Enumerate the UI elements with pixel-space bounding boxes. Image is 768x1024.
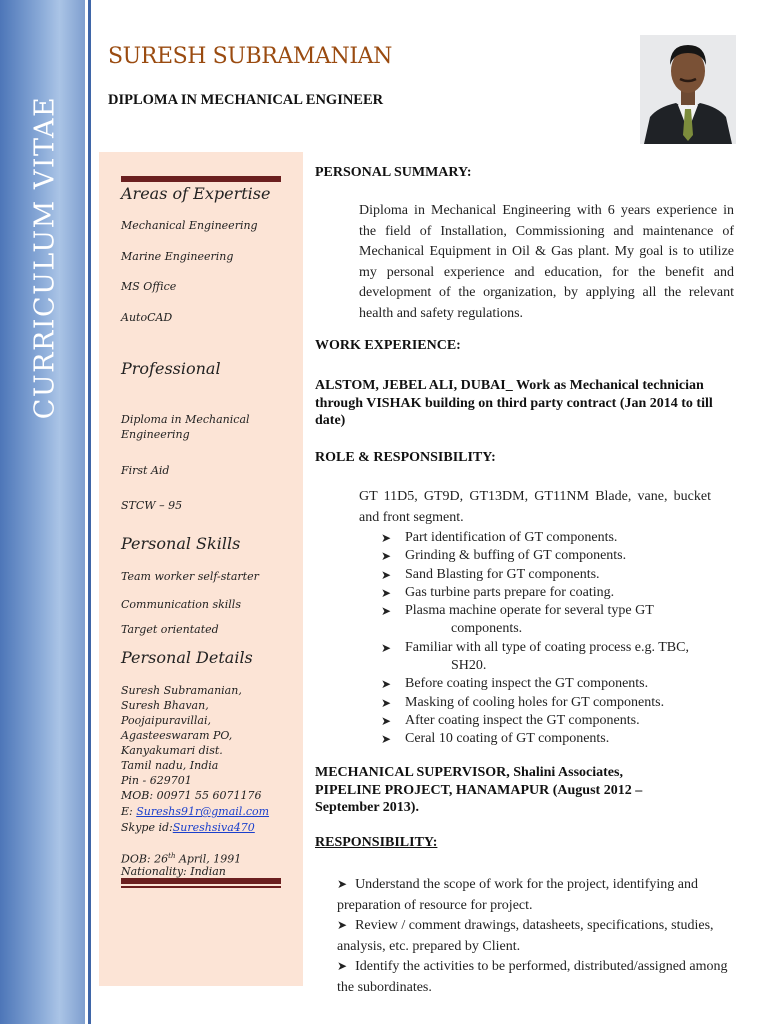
list-item bbox=[381, 584, 721, 602]
dob-sup: th bbox=[168, 852, 176, 860]
arrow-bullet-icon: ➤ bbox=[381, 695, 392, 710]
arrow-bullet-icon: ➤ bbox=[381, 585, 392, 600]
person-portrait-icon bbox=[640, 35, 736, 144]
candidate-subtitle: DIPLOMA IN MECHANICAL ENGINEER bbox=[108, 92, 384, 108]
expertise-item: Marine Engineering bbox=[121, 250, 234, 263]
details-line: Poojaipuravillai, bbox=[121, 714, 211, 727]
skills-item: Communication skills bbox=[121, 598, 241, 611]
list-item bbox=[381, 547, 721, 565]
expertise-item: MS Office bbox=[121, 280, 177, 293]
arrow-bullet-icon: ➤ bbox=[381, 677, 392, 692]
details-line: Suresh Subramanian, bbox=[121, 684, 242, 697]
bullet-text: Masking of cooling holes for GT components. bbox=[405, 694, 665, 710]
nationality: Nationality: Indian bbox=[121, 865, 226, 878]
list-item bbox=[381, 639, 721, 676]
skype-link[interactable]: Sureshsiva470 bbox=[172, 821, 255, 834]
resp-text: Identify the activities to be performed, distributed/assigned among the subordinates. bbox=[337, 959, 728, 995]
list-item bbox=[381, 675, 721, 693]
summary-heading: PERSONAL SUMMARY: bbox=[315, 165, 472, 180]
arrow-bullet-icon: ➤ bbox=[381, 640, 392, 655]
skype-row bbox=[121, 820, 296, 835]
job2-title: MECHANICAL SUPERVISOR, Shalini Associates, PIPELINE PROJECT, HANAMAPUR (August 2012 – September 2013). bbox=[315, 765, 643, 815]
list-item bbox=[381, 602, 721, 639]
email-link[interactable]: Sureshs91r@gmail.com bbox=[136, 805, 270, 818]
panel-top-rule bbox=[121, 176, 281, 182]
role-heading: ROLE & RESPONSIBILITY: bbox=[315, 450, 496, 465]
arrow-bullet-icon: ➤ bbox=[381, 531, 392, 545]
bullet-text: Before coating inspect the GT components. bbox=[405, 676, 649, 692]
arrow-bullet-icon: ➤ bbox=[337, 877, 348, 891]
resp-item bbox=[337, 956, 737, 998]
bullet-text: Part identification of GT components. bbox=[405, 530, 618, 545]
resp-text: Review / comment drawings, datasheets, specifications, studies, analysis, etc. prepared by Client. bbox=[337, 918, 714, 954]
bullet-text: After coating inspect the GT components. bbox=[405, 712, 640, 728]
candidate-name: SURESH SUBRAMANIAN bbox=[108, 44, 393, 69]
arrow-bullet-icon: ➤ bbox=[337, 918, 348, 932]
bullet-continuation: components. bbox=[451, 621, 523, 637]
details-heading: Personal Details bbox=[121, 648, 253, 667]
panel-bottom-rule-thin bbox=[121, 886, 281, 888]
arrow-bullet-icon: ➤ bbox=[381, 732, 392, 747]
professional-item: First Aid bbox=[121, 464, 170, 477]
expertise-item: AutoCAD bbox=[121, 311, 173, 324]
profile-photo bbox=[640, 35, 736, 144]
email-label: E: bbox=[121, 805, 137, 818]
skills-item: Team worker self-starter bbox=[121, 570, 259, 583]
dob-rest: April, 1991 bbox=[175, 852, 242, 866]
list-item bbox=[381, 730, 721, 748]
professional-item: Diploma in Mechanical Engineering bbox=[121, 413, 250, 441]
role-bullet-list bbox=[381, 529, 721, 749]
bullet-text: Gas turbine parts prepare for coating. bbox=[405, 584, 615, 600]
bullet-text: Plasma machine operate for several type GT bbox=[405, 603, 654, 619]
skills-heading: Personal Skills bbox=[121, 534, 241, 553]
details-line: Suresh Bhavan, bbox=[121, 699, 209, 712]
summary-text: Diploma in Mechanical Engineering with 6 years experience in the field of Installation, Commissioning and maintenance of Mechanical Equipment in Oil & Gas plant. My goal is to utilize my personal experience and education, for the benefit and development of the organization, by applying all the relevant health and safety regulations. bbox=[359, 203, 734, 321]
side-title bbox=[20, 66, 70, 448]
skype-label: Skype id: bbox=[121, 821, 173, 834]
expertise-item: Mechanical Engineering bbox=[121, 219, 258, 232]
list-item bbox=[381, 712, 721, 730]
work-heading: WORK EXPERIENCE: bbox=[315, 338, 461, 353]
skills-item: Target orientated bbox=[121, 623, 219, 636]
panel-bottom-rule bbox=[121, 878, 281, 884]
bullet-text: Sand Blasting for GT components. bbox=[405, 566, 600, 582]
arrow-bullet-icon: ➤ bbox=[381, 567, 392, 582]
side-line bbox=[88, 0, 91, 1024]
list-item bbox=[381, 694, 721, 712]
side-title-text: CURRICULUM VITAE bbox=[29, 95, 61, 419]
role-intro: GT 11D5, GT9D, GT13DM, GT11NM Blade, vane, bucket and front segment. bbox=[359, 489, 711, 525]
list-item bbox=[381, 529, 721, 547]
details-line: MOB: 00971 55 6071176 bbox=[121, 789, 262, 802]
resp-text: Understand the scope of work for the project, identifying and preparation of resource for project. bbox=[337, 877, 698, 913]
dob-label: DOB: 26 bbox=[121, 852, 169, 866]
arrow-bullet-icon: ➤ bbox=[381, 604, 392, 619]
responsibility-heading: RESPONSIBILITY: bbox=[315, 835, 438, 850]
bullet-text: Ceral 10 coating of GT components. bbox=[405, 731, 610, 747]
bullet-text: Familiar with all type of coating process e.g. TBC, bbox=[405, 639, 689, 655]
list-item bbox=[381, 566, 721, 584]
arrow-bullet-icon: ➤ bbox=[337, 959, 348, 973]
arrow-bullet-icon: ➤ bbox=[381, 549, 392, 564]
professional-item: STCW – 95 bbox=[121, 499, 183, 512]
bullet-continuation: SH20. bbox=[451, 658, 487, 674]
expertise-heading: Areas of Expertise bbox=[121, 184, 271, 203]
arrow-bullet-icon: ➤ bbox=[381, 713, 392, 728]
bullet-text: Grinding & buffing of GT components. bbox=[405, 548, 627, 564]
details-line: Agasteeswaram PO, bbox=[121, 729, 233, 742]
details-line: Pin - 629701 bbox=[121, 774, 192, 787]
email-row bbox=[121, 804, 296, 819]
details-line: Tamil nadu, India bbox=[121, 759, 219, 772]
resp-item bbox=[337, 915, 737, 957]
professional-heading: Professional bbox=[121, 359, 221, 378]
details-line: Kanyakumari dist. bbox=[121, 744, 223, 757]
resp-item bbox=[337, 874, 737, 916]
job1-title: ALSTOM, JEBEL ALI, DUBAI_ Work as Mechanical technician through VISHAK building on third party contract (Jan 2014 to till date) bbox=[315, 378, 713, 428]
